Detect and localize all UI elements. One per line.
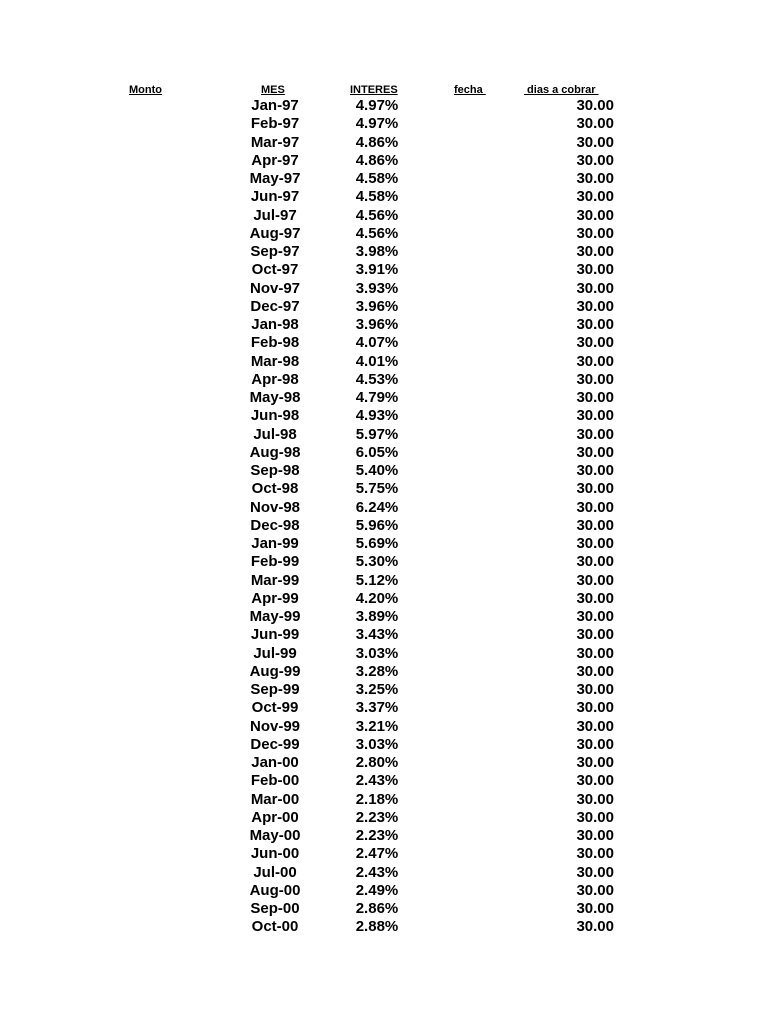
cell-mes: Jun-97 <box>250 188 300 206</box>
cell-interes: 3.91% <box>355 261 399 279</box>
cell-interes: 3.93% <box>355 279 399 297</box>
cell-mes: Dec-98 <box>250 516 300 534</box>
table-row <box>0 699 768 717</box>
cell-mes: Aug-98 <box>249 443 301 461</box>
cell-dias-a-cobrar: 30.00 <box>576 881 614 899</box>
cell-dias-a-cobrar: 30.00 <box>576 133 614 151</box>
table-row <box>0 188 768 206</box>
cell-mes: Oct-97 <box>251 261 299 279</box>
cell-dias-a-cobrar: 30.00 <box>576 699 614 717</box>
cell-dias-a-cobrar: 30.00 <box>576 754 614 771</box>
cell-interes: 5.97% <box>355 425 399 443</box>
table-row <box>0 809 768 827</box>
cell-dias-a-cobrar: 30.00 <box>576 589 614 607</box>
cell-mes: May-99 <box>249 608 301 625</box>
cell-interes: 3.03% <box>355 644 399 662</box>
table-row <box>0 663 768 681</box>
table-row <box>0 535 768 553</box>
cell-mes: Nov-99 <box>249 717 301 735</box>
header-dias-a-cobrar: dias a cobrar <box>524 84 599 96</box>
cell-mes: Dec-97 <box>250 297 300 315</box>
table-row <box>0 298 768 316</box>
cell-mes: Jan-97 <box>251 97 299 114</box>
cell-interes: 3.96% <box>355 297 399 315</box>
cell-dias-a-cobrar: 30.00 <box>576 425 614 443</box>
table-row <box>0 845 768 863</box>
cell-dias-a-cobrar: 30.00 <box>576 188 614 206</box>
table-row <box>0 280 768 298</box>
table-row <box>0 499 768 517</box>
table-row <box>0 426 768 444</box>
cell-dias-a-cobrar: 30.00 <box>576 845 614 863</box>
cell-interes: 3.96% <box>355 316 399 333</box>
cell-dias-a-cobrar: 30.00 <box>576 261 614 279</box>
table-row <box>0 553 768 571</box>
cell-mes: Jul-00 <box>253 863 297 881</box>
cell-interes: 3.21% <box>355 717 399 735</box>
cell-interes: 2.43% <box>355 863 399 881</box>
cell-mes: Apr-00 <box>251 808 299 826</box>
cell-interes: 4.97% <box>355 97 399 114</box>
cell-mes: Mar-98 <box>250 352 300 370</box>
header-monto: Monto <box>129 84 162 96</box>
cell-dias-a-cobrar: 30.00 <box>576 334 614 352</box>
table-row <box>0 590 768 608</box>
cell-interes: 5.69% <box>355 535 399 552</box>
table-row <box>0 115 768 133</box>
table-row <box>0 444 768 462</box>
cell-interes: 2.88% <box>355 918 399 936</box>
cell-mes: Mar-00 <box>250 790 300 808</box>
cell-interes: 4.53% <box>355 370 399 388</box>
cell-mes: Sep-99 <box>250 681 300 698</box>
cell-interes: 5.12% <box>355 571 399 589</box>
table-row <box>0 754 768 772</box>
cell-dias-a-cobrar: 30.00 <box>576 352 614 370</box>
cell-mes: Mar-97 <box>250 133 300 151</box>
table-row <box>0 97 768 115</box>
cell-interes: 2.18% <box>355 790 399 808</box>
cell-dias-a-cobrar: 30.00 <box>576 279 614 297</box>
table-row <box>0 736 768 754</box>
cell-interes: 2.49% <box>355 881 399 899</box>
cell-dias-a-cobrar: 30.00 <box>576 516 614 534</box>
cell-dias-a-cobrar: 30.00 <box>576 790 614 808</box>
cell-interes: 2.47% <box>355 845 399 863</box>
table-row <box>0 827 768 845</box>
cell-dias-a-cobrar: 30.00 <box>576 644 614 662</box>
cell-dias-a-cobrar: 30.00 <box>576 662 614 680</box>
cell-mes: Jun-99 <box>250 626 300 644</box>
cell-mes: Nov-98 <box>249 498 301 516</box>
cell-dias-a-cobrar: 30.00 <box>576 717 614 735</box>
cell-dias-a-cobrar: 30.00 <box>576 97 614 114</box>
cell-mes: Oct-99 <box>251 699 299 717</box>
cell-mes: Mar-99 <box>250 571 300 589</box>
cell-mes: Jan-00 <box>251 754 299 771</box>
cell-mes: Jun-98 <box>250 407 300 425</box>
cell-dias-a-cobrar: 30.00 <box>576 389 614 406</box>
cell-mes: Jun-00 <box>250 845 300 863</box>
cell-dias-a-cobrar: 30.00 <box>576 772 614 790</box>
cell-dias-a-cobrar: 30.00 <box>576 443 614 461</box>
table-row <box>0 517 768 535</box>
cell-dias-a-cobrar: 30.00 <box>576 681 614 698</box>
table-row <box>0 353 768 371</box>
cell-dias-a-cobrar: 30.00 <box>576 535 614 552</box>
cell-dias-a-cobrar: 30.00 <box>576 297 614 315</box>
cell-mes: Apr-98 <box>251 370 299 388</box>
cell-dias-a-cobrar: 30.00 <box>576 863 614 881</box>
cell-mes: May-97 <box>249 170 301 187</box>
cell-dias-a-cobrar: 30.00 <box>576 462 614 479</box>
cell-interes: 3.37% <box>355 699 399 717</box>
cell-interes: 2.80% <box>355 754 399 771</box>
cell-mes: Apr-97 <box>251 151 299 169</box>
header-mes: MES <box>261 84 285 96</box>
cell-dias-a-cobrar: 30.00 <box>576 243 614 260</box>
cell-mes: Dec-99 <box>250 735 300 753</box>
table-row <box>0 645 768 663</box>
cell-interes: 4.86% <box>355 151 399 169</box>
cell-mes: Feb-98 <box>250 334 300 352</box>
table-row <box>0 207 768 225</box>
cell-mes: Sep-98 <box>250 462 300 479</box>
table-row <box>0 389 768 407</box>
cell-interes: 4.58% <box>355 188 399 206</box>
cell-mes: Aug-97 <box>249 224 301 242</box>
cell-interes: 3.98% <box>355 243 399 260</box>
cell-dias-a-cobrar: 30.00 <box>576 900 614 917</box>
cell-dias-a-cobrar: 30.00 <box>576 206 614 224</box>
cell-interes: 3.03% <box>355 735 399 753</box>
cell-interes: 6.24% <box>355 498 399 516</box>
cell-interes: 4.58% <box>355 170 399 187</box>
cell-interes: 2.23% <box>355 827 399 844</box>
table-row <box>0 316 768 334</box>
cell-interes: 4.07% <box>355 334 399 352</box>
cell-interes: 6.05% <box>355 443 399 461</box>
cell-dias-a-cobrar: 30.00 <box>576 808 614 826</box>
table-row <box>0 243 768 261</box>
cell-mes: Feb-00 <box>250 772 300 790</box>
table-row <box>0 900 768 918</box>
data-table <box>0 97 768 937</box>
header-fecha: fecha <box>454 84 486 96</box>
cell-mes: Sep-97 <box>250 243 300 260</box>
cell-mes: Sep-00 <box>250 900 300 917</box>
cell-mes: Oct-00 <box>251 918 299 936</box>
cell-mes: Jul-97 <box>253 206 297 224</box>
table-row <box>0 772 768 790</box>
cell-mes: Aug-99 <box>249 662 301 680</box>
table-row <box>0 918 768 936</box>
table-row <box>0 718 768 736</box>
cell-dias-a-cobrar: 30.00 <box>576 170 614 187</box>
cell-interes: 3.43% <box>355 626 399 644</box>
table-row <box>0 480 768 498</box>
cell-mes: Jul-99 <box>253 644 297 662</box>
cell-dias-a-cobrar: 30.00 <box>576 115 614 133</box>
cell-mes: May-00 <box>249 827 301 844</box>
cell-interes: 5.40% <box>355 462 399 479</box>
table-row <box>0 864 768 882</box>
table-row <box>0 791 768 809</box>
cell-mes: Feb-97 <box>250 115 300 133</box>
table-row <box>0 407 768 425</box>
cell-mes: Feb-99 <box>250 553 300 571</box>
cell-dias-a-cobrar: 30.00 <box>576 626 614 644</box>
table-row <box>0 371 768 389</box>
cell-dias-a-cobrar: 30.00 <box>576 316 614 333</box>
cell-interes: 4.93% <box>355 407 399 425</box>
table-row <box>0 608 768 626</box>
cell-interes: 4.56% <box>355 224 399 242</box>
cell-interes: 2.23% <box>355 808 399 826</box>
cell-mes: Oct-98 <box>251 480 299 498</box>
cell-interes: 2.43% <box>355 772 399 790</box>
header-interes: INTERES <box>350 84 398 96</box>
cell-interes: 4.79% <box>355 389 399 406</box>
table-row <box>0 170 768 188</box>
cell-dias-a-cobrar: 30.00 <box>576 918 614 936</box>
cell-dias-a-cobrar: 30.00 <box>576 224 614 242</box>
cell-dias-a-cobrar: 30.00 <box>576 735 614 753</box>
cell-dias-a-cobrar: 30.00 <box>576 480 614 498</box>
table-row <box>0 462 768 480</box>
table-row <box>0 225 768 243</box>
cell-interes: 5.30% <box>355 553 399 571</box>
cell-dias-a-cobrar: 30.00 <box>576 571 614 589</box>
cell-mes: Aug-00 <box>249 881 301 899</box>
cell-dias-a-cobrar: 30.00 <box>576 608 614 625</box>
cell-interes: 5.96% <box>355 516 399 534</box>
cell-interes: 4.01% <box>355 352 399 370</box>
cell-interes: 5.75% <box>355 480 399 498</box>
cell-interes: 2.86% <box>355 900 399 917</box>
cell-interes: 4.86% <box>355 133 399 151</box>
cell-mes: Jul-98 <box>253 425 297 443</box>
cell-interes: 4.20% <box>355 589 399 607</box>
table-row <box>0 681 768 699</box>
cell-mes: Jan-99 <box>251 535 299 552</box>
table-row <box>0 334 768 352</box>
cell-interes: 4.97% <box>355 115 399 133</box>
cell-mes: Nov-97 <box>249 279 301 297</box>
table-row <box>0 152 768 170</box>
cell-mes: May-98 <box>249 389 301 406</box>
cell-mes: Jan-98 <box>251 316 299 333</box>
table-row <box>0 626 768 644</box>
cell-interes: 4.56% <box>355 206 399 224</box>
cell-dias-a-cobrar: 30.00 <box>576 151 614 169</box>
table-row <box>0 882 768 900</box>
cell-mes: Apr-99 <box>251 589 299 607</box>
cell-dias-a-cobrar: 30.00 <box>576 370 614 388</box>
table-row <box>0 261 768 279</box>
cell-dias-a-cobrar: 30.00 <box>576 553 614 571</box>
cell-dias-a-cobrar: 30.00 <box>576 407 614 425</box>
cell-interes: 3.28% <box>355 662 399 680</box>
cell-dias-a-cobrar: 30.00 <box>576 827 614 844</box>
table-row <box>0 572 768 590</box>
cell-dias-a-cobrar: 30.00 <box>576 498 614 516</box>
cell-interes: 3.25% <box>355 681 399 698</box>
table-row <box>0 134 768 152</box>
cell-interes: 3.89% <box>355 608 399 625</box>
